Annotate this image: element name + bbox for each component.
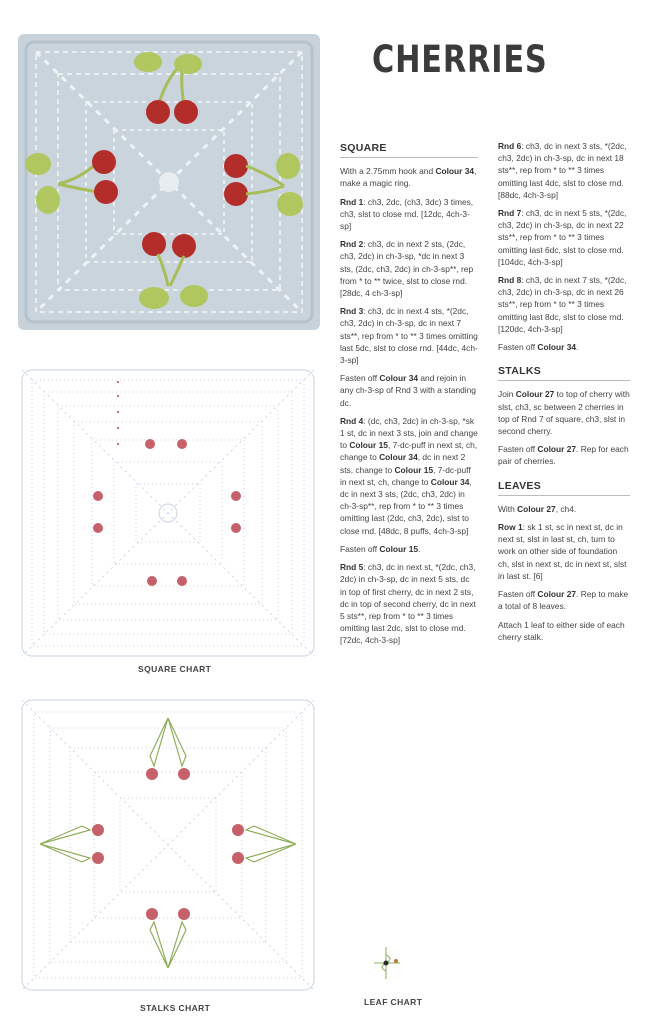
instructions-column-1 (340, 142, 478, 653)
leaves-p2: Fasten off Colour 27. Rep to make a total of 8 leaves. (498, 589, 629, 612)
rnd-2: Rnd 2: ch3, dc in next 2 sts, (2dc, ch3, 2dc) in ch-3-sp, *dc in next 3 sts, (2dc, ch3, 2dc) in ch-3-sp**, rep from * to ** twice, slst to close rnd. [28dc, 4 ch-3-sp] (340, 239, 474, 299)
leaves-p3: Attach 1 leaf to either side of each cherry stalk. (498, 619, 625, 642)
leaf-chart-caption: LEAF CHART (364, 997, 423, 1007)
rnd-6: Rnd 6: ch3, dc in next 3 sts, *(2dc, ch3, 2dc) in ch-3-sp, dc in next 18 sts**, rep from * to ** 3 times omitting last 4dc, slst to close rnd. [88dc, 4ch-3-sp] (498, 141, 627, 200)
fasten-off-3: Fasten off Colour 34. (498, 342, 579, 353)
leaves-p1: With Colour 27, ch4. (498, 503, 577, 514)
row-1: Row 1: sk 1 st, sc in next st, dc in next st, slst in last st, ch, turn to work on other side of foundation ch, slst in next st, dc in next st, slst in last st. [6] (498, 522, 627, 581)
leaf-chart (366, 945, 410, 985)
stalks-chart (18, 696, 318, 994)
rnd-1: Rnd 1: ch3, 2dc, (ch3, 3dc) 3 times, ch3, slst to close rnd. [12dc, 4ch-3-sp] (340, 196, 474, 232)
rnd-4: Rnd 4: (dc, ch3, 2dc) in ch-3-sp, *sk 1 st, dc in next 3 sts, join and change to Colour 15, 7-dc-puff in next st, ch, change to Colour 34, dc in next 2 sts, change to Colour 15, 7-dc-puff in next st, ch, change to Colour 34, dc in next 3 sts, (2dc, ch3, 2dc) in ch-3-sp**, rep from * to ** 3 times omitting last (2dc, ch3, 2dc), slst to close rnd. [48dc, 8 puffs, 4ch-3-sp] (340, 415, 478, 536)
leaves-heading: LEAVES (498, 480, 630, 496)
rnd-5: Rnd 5: ch3, dc in next st, *(2dc, ch3, 2dc) in ch-3-sp, dc in next 5 sts, dc in top of first cherry, dc in next 2 sts, dc in top of second cherry, dc in next 5 sts**, rep from * to ** 3 times omitting last 2dc, slst to close rnd. [72dc, 4ch-3-sp] (340, 562, 476, 646)
stalks-p2: Fasten off Colour 27. Rep for each pair of cherries. (498, 444, 629, 467)
fasten-off-1: Fasten off Colour 34 and rejoin in any ch-3-sp of Rnd 3 with a standing dc. (340, 373, 476, 408)
rnd-8: Rnd 8: ch3, dc in next 7 sts, *(2dc, ch3, 2dc) in ch-3-sp, dc in next 26 sts**, rep from * to ** 3 times omitting last 8dc, slst to close rnd. [120dc, 4ch-3-sp] (498, 275, 627, 334)
stalks-heading: STALKS (498, 365, 630, 381)
square-heading: SQUARE (340, 142, 478, 158)
square-chart-caption: SQUARE CHART (138, 664, 212, 674)
square-intro: With a 2.75mm hook and Colour 34, make a magic ring. (340, 166, 477, 189)
instructions-column-2 (498, 140, 630, 649)
rnd-3: Rnd 3: ch3, dc in next 4 sts, *(2dc, ch3, 2dc) in ch-3-sp, dc in next 7 sts**, rep from * to ** 3 times omitting last 5dc, slst to close rnd. [44dc, 4ch-3-sp] (340, 306, 478, 366)
rnd-7: Rnd 7: ch3, dc in next 5 sts, *(2dc, ch3, 2dc) in ch-3-sp, dc in next 22 sts**, rep from * to ** 3 times omitting last 6dc, slst to close rnd. [104dc, 4ch-3-sp] (498, 208, 627, 267)
crochet-square-photo (18, 34, 320, 330)
stalks-chart-caption: STALKS CHART (140, 1003, 211, 1013)
stalks-p1: Join Colour 27 to top of cherry with slst, ch3, sc between 2 cherries in top of Rnd 7 of square, ch3, slst in second cherry. (498, 389, 630, 437)
fasten-off-2: Fasten off Colour 15. (340, 543, 421, 554)
square-chart (18, 366, 318, 660)
page-title: CHERRIES (372, 38, 548, 81)
